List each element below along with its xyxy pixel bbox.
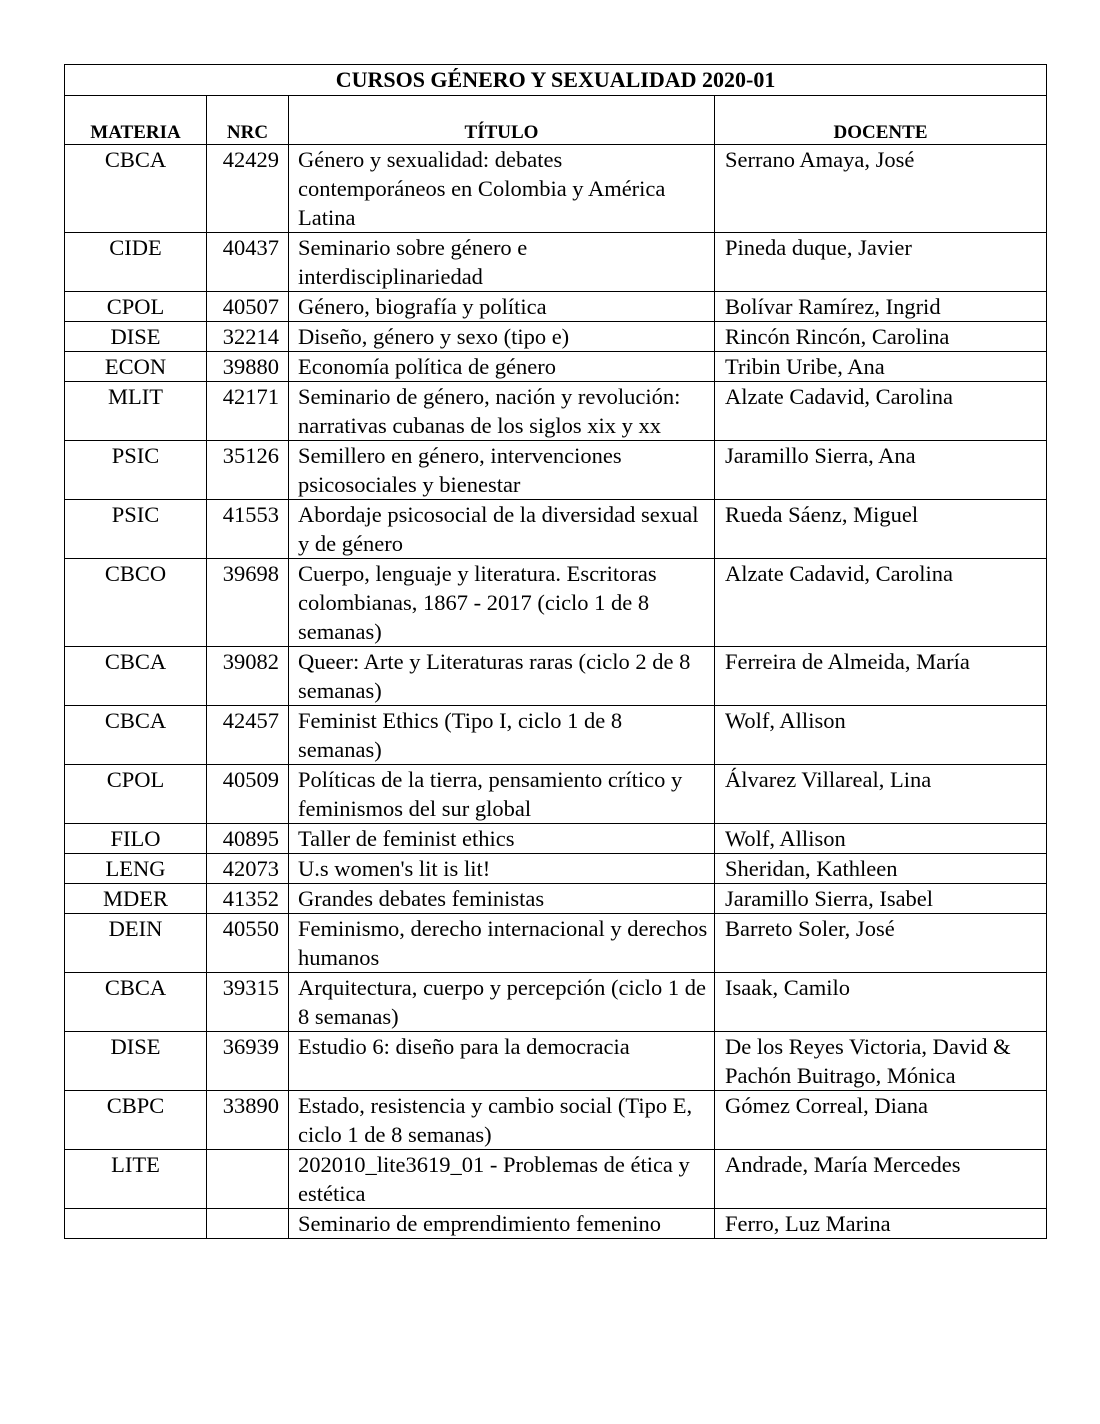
cell-titulo: Género, biografía y política (289, 292, 715, 322)
cell-materia: CPOL (65, 292, 207, 322)
cell-titulo: Grandes debates feministas (289, 884, 715, 914)
cell-docente: Jaramillo Sierra, Isabel (715, 884, 1047, 914)
cell-docente: Wolf, Allison (715, 824, 1047, 854)
cell-docente: Barreto Soler, José (715, 914, 1047, 973)
cell-docente: Gómez Correal, Diana (715, 1091, 1047, 1150)
table-row (65, 292, 1047, 322)
cell-titulo: Feminist Ethics (Tipo I, ciclo 1 de 8 semanas) (289, 706, 715, 765)
cell-nrc: 40550 (207, 914, 289, 973)
cell-nrc: 40895 (207, 824, 289, 854)
cell-titulo: Cuerpo, lenguaje y literatura. Escritoras colombianas, 1867 - 2017 (ciclo 1 de 8 semanas) (289, 559, 715, 647)
cell-docente: Isaak, Camilo (715, 973, 1047, 1032)
cell-materia: CBCA (65, 973, 207, 1032)
cell-nrc: 40509 (207, 765, 289, 824)
cell-titulo: 202010_lite3619_01 - Problemas de ética y estética (289, 1150, 715, 1209)
header-nrc: NRC (207, 96, 289, 145)
cell-nrc: 36939 (207, 1032, 289, 1091)
cell-materia: CBCA (65, 706, 207, 765)
cell-nrc: 42457 (207, 706, 289, 765)
cell-docente: Rincón Rincón, Carolina (715, 322, 1047, 352)
cell-materia: PSIC (65, 500, 207, 559)
cell-materia: CPOL (65, 765, 207, 824)
cell-materia: CIDE (65, 233, 207, 292)
cell-nrc (207, 1150, 289, 1209)
cell-docente: Jaramillo Sierra, Ana (715, 441, 1047, 500)
cell-titulo: Semillero en género, intervenciones psicosociales y bienestar (289, 441, 715, 500)
cell-titulo: Políticas de la tierra, pensamiento crítico y feminismos del sur global (289, 765, 715, 824)
cell-nrc: 39315 (207, 973, 289, 1032)
table-row (65, 1032, 1047, 1091)
cell-titulo: Estudio 6: diseño para la democracia (289, 1032, 715, 1091)
cell-docente: Alzate Cadavid, Carolina (715, 382, 1047, 441)
table-title: CURSOS GÉNERO Y SEXUALIDAD 2020-01 (65, 65, 1047, 96)
table-row (65, 706, 1047, 765)
cell-materia: CBPC (65, 1091, 207, 1150)
table-row (65, 145, 1047, 233)
header-materia: MATERIA (65, 96, 207, 145)
cell-titulo: Abordaje psicosocial de la diversidad sexual y de género (289, 500, 715, 559)
cell-docente: Bolívar Ramírez, Ingrid (715, 292, 1047, 322)
cell-docente: Rueda Sáenz, Miguel (715, 500, 1047, 559)
cell-nrc: 39698 (207, 559, 289, 647)
cell-materia: LITE (65, 1150, 207, 1209)
cell-titulo: U.s women's lit is lit! (289, 854, 715, 884)
table-body (65, 145, 1047, 1239)
cell-materia: MLIT (65, 382, 207, 441)
cell-materia: ECON (65, 352, 207, 382)
table-title-row (65, 65, 1047, 96)
cell-materia: LENG (65, 854, 207, 884)
cell-materia: PSIC (65, 441, 207, 500)
table-row (65, 973, 1047, 1032)
cell-materia: CBCO (65, 559, 207, 647)
cell-materia: MDER (65, 884, 207, 914)
cell-nrc: 32214 (207, 322, 289, 352)
cell-titulo: Economía política de género (289, 352, 715, 382)
cell-docente: Ferro, Luz Marina (715, 1209, 1047, 1239)
cell-materia: FILO (65, 824, 207, 854)
cell-nrc: 41553 (207, 500, 289, 559)
table-row (65, 824, 1047, 854)
cell-docente: Serrano Amaya, José (715, 145, 1047, 233)
cell-titulo: Seminario de género, nación y revolución: narrativas cubanas de los siglos xix y xx (289, 382, 715, 441)
cell-materia: CBCA (65, 647, 207, 706)
cell-docente: Sheridan, Kathleen (715, 854, 1047, 884)
table-row (65, 352, 1047, 382)
cell-nrc: 41352 (207, 884, 289, 914)
header-titulo: TÍTULO (289, 96, 715, 145)
cell-titulo: Arquitectura, cuerpo y percepción (ciclo 1 de 8 semanas) (289, 973, 715, 1032)
cell-nrc: 42429 (207, 145, 289, 233)
cell-titulo: Seminario de emprendimiento femenino (289, 1209, 715, 1239)
cell-docente: De los Reyes Victoria, David & Pachón Buitrago, Mónica (715, 1032, 1047, 1091)
cell-titulo: Género y sexualidad: debates contemporáneos en Colombia y América Latina (289, 145, 715, 233)
cell-docente: Pineda duque, Javier (715, 233, 1047, 292)
cell-titulo: Diseño, género y sexo (tipo e) (289, 322, 715, 352)
table-row (65, 441, 1047, 500)
table-header-row (65, 96, 1047, 145)
cell-titulo: Feminismo, derecho internacional y derechos humanos (289, 914, 715, 973)
cell-docente: Alzate Cadavid, Carolina (715, 559, 1047, 647)
table-row (65, 1209, 1047, 1239)
cell-nrc: 35126 (207, 441, 289, 500)
table-row (65, 559, 1047, 647)
cell-docente: Tribin Uribe, Ana (715, 352, 1047, 382)
cell-materia: DISE (65, 322, 207, 352)
cell-nrc: 42171 (207, 382, 289, 441)
courses-table (64, 64, 1047, 1239)
cell-nrc: 40437 (207, 233, 289, 292)
cell-nrc (207, 1209, 289, 1239)
cell-nrc: 39082 (207, 647, 289, 706)
cell-nrc: 33890 (207, 1091, 289, 1150)
cell-nrc: 40507 (207, 292, 289, 322)
table-row (65, 500, 1047, 559)
table-row (65, 884, 1047, 914)
table-row (65, 1150, 1047, 1209)
cell-docente: Álvarez Villareal, Lina (715, 765, 1047, 824)
table-row (65, 854, 1047, 884)
cell-titulo: Queer: Arte y Literaturas raras (ciclo 2 de 8 semanas) (289, 647, 715, 706)
table-row (65, 1091, 1047, 1150)
cell-materia: DISE (65, 1032, 207, 1091)
cell-docente: Ferreira de Almeida, María (715, 647, 1047, 706)
cell-docente: Andrade, María Mercedes (715, 1150, 1047, 1209)
cell-materia: CBCA (65, 145, 207, 233)
table-row (65, 647, 1047, 706)
cell-nrc: 42073 (207, 854, 289, 884)
table-row (65, 914, 1047, 973)
cell-materia (65, 1209, 207, 1239)
cell-titulo: Seminario sobre género e interdisciplinariedad (289, 233, 715, 292)
cell-materia: DEIN (65, 914, 207, 973)
cell-docente: Wolf, Allison (715, 706, 1047, 765)
cell-titulo: Taller de feminist ethics (289, 824, 715, 854)
header-docente: DOCENTE (715, 96, 1047, 145)
table-row (65, 233, 1047, 292)
table-row (65, 765, 1047, 824)
cell-nrc: 39880 (207, 352, 289, 382)
table-row (65, 382, 1047, 441)
cell-titulo: Estado, resistencia y cambio social (Tipo E, ciclo 1 de 8 semanas) (289, 1091, 715, 1150)
table-row (65, 322, 1047, 352)
